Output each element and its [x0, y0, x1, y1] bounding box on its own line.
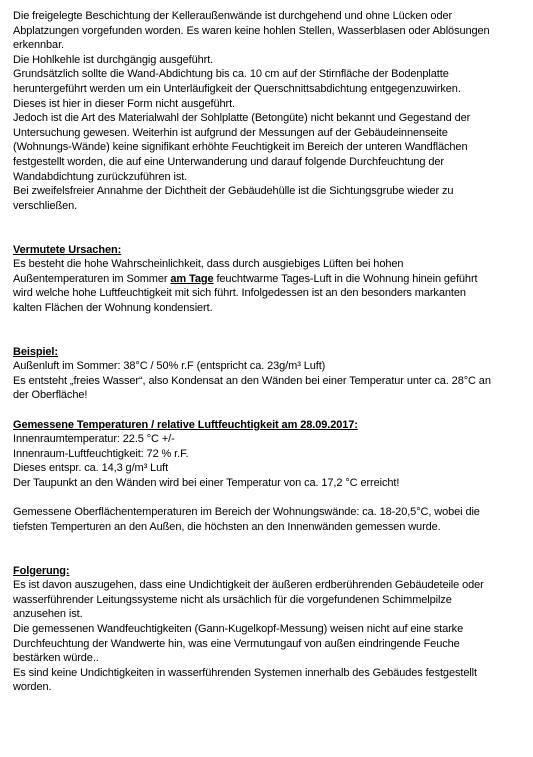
spacer: [13, 549, 523, 564]
spacer: [13, 534, 523, 549]
text-line: anzusehen ist.: [13, 608, 83, 621]
text-line: Grundsätzlich sollte die Wand-Abdichtung bis ca. 10 cm auf der Stirnfläche der Bodenplatte: [13, 68, 449, 81]
text-line: heruntergeführt werden um ein Unterläufigkeit der Querschnittsabdichtung entgegenzuwirken.: [13, 82, 461, 95]
text-line: verschließen.: [13, 199, 78, 212]
text-line: der Oberfläche!: [13, 389, 88, 402]
text-line: kalten Flächen der Wohnung kondensiert.: [13, 301, 213, 314]
beispiel-section: [13, 345, 523, 403]
text-line: Es besteht die hohe Wahrscheinlichkeit, dass durch ausgiebiges Lüften bei hohen: [13, 258, 404, 271]
text-fragment: Außentemperaturen im Sommer: [13, 272, 171, 285]
folgerung-section: [13, 564, 523, 695]
text-line: wird welche hohe Luftfeuchtigkeit mit sich führt. Infolgedessen ist an den besonders markanten: [13, 287, 466, 300]
text-line: Wandabdichtung zurückzuführen ist.: [13, 170, 188, 183]
text-line: Es ist davon auszugehen, dass eine Undichtigkeit der äußeren erdberührenden Gebäudeteile oder: [13, 579, 484, 592]
text-fragment: feuchtwarme Tages-Luft in die Wohnung hinein geführt: [213, 272, 478, 285]
section-heading-beispiel: Beispiel:: [13, 345, 58, 358]
emphasis-am-tage: am Tage: [170, 272, 214, 285]
text-line: erkennbar.: [13, 39, 64, 52]
text-line: Außenluft im Sommer: 38°C / 50% r.F (entspricht ca. 23g/m³ Luft): [13, 360, 326, 373]
text-line: bestärken würde..: [13, 652, 99, 665]
text-line: Dieses ist hier in dieser Form nicht ausgeführt.: [13, 97, 236, 110]
text-line: Innenraumtemperatur: 22.5 °C +/-: [13, 433, 175, 446]
section-heading-ursachen: Vermutete Ursachen:: [13, 243, 122, 256]
spacer: [13, 315, 523, 330]
spacer: [13, 228, 523, 243]
document-page: [13, 9, 523, 695]
text-line: [13, 272, 523, 287]
text-line: Abplatzungen vorgefunden worden. Es waren keine hohlen Stellen, Wasserblasen oder Ablösungen: [13, 24, 490, 37]
text-line: tiefsten Temperturen an den Außen, die höchsten an den Innenwänden gemessen wurde.: [13, 520, 441, 533]
text-line: wasserführender Leitungssysteme nicht als ursächlich für die vorgefundenen Schimmelpilze: [13, 593, 452, 606]
spacer: [13, 213, 523, 228]
text-line: Innenraum-Luftfeuchtigkeit: 72 % r.F.: [13, 447, 189, 460]
spacer: [13, 403, 523, 418]
spacer: [13, 330, 523, 345]
text-line: Die Hohlkehle ist durchgängig ausgeführt.: [13, 53, 214, 66]
text-line: Die gemessenen Wandfeuchtigkeiten (Gann-Kugelkopf-Messung) weisen nicht auf eine starke: [13, 622, 464, 635]
text-line: Dieses entspr. ca. 14,3 g/m³ Luft: [13, 462, 169, 475]
section-heading-messung: Gemessene Temperaturen / relative Luftfeuchtigkeit am 28.09.2017:: [13, 418, 358, 431]
text-line: Untersuchung gewesen. Weiterhin ist aufgrund der Messungen auf der Gebäudeinnenseite: [13, 126, 448, 139]
section-heading-folgerung: Folgerung:: [13, 564, 70, 577]
text-line: worden.: [13, 681, 52, 694]
text-line: Jedoch ist die Art des Materialwahl der Sohlplatte (Betongüte) nicht bekannt und Gegestand der: [13, 112, 471, 125]
text-line: festgestellt worden, die auf eine Unterwanderung und darauf folgende Durchfeuchtung der: [13, 155, 444, 168]
spacer: [13, 491, 523, 506]
text-line: Es entsteht „freies Wasser“, also Kondensat an den Wänden bei einer Temperatur unter ca. 28°C an: [13, 374, 491, 387]
text-line: Die freigelegte Beschichtung der Kelleraußenwände ist durchgehend und ohne Lücken oder: [13, 10, 453, 22]
text-line: Gemessene Oberflächentemperaturen im Bereich der Wohnungswände: ca. 18-20,5°C, wobei die: [13, 506, 480, 519]
text-line: Bei zweifelsfreier Annahme der Dichtheit der Gebäudehülle ist die Sichtungsgrube wieder zu: [13, 185, 454, 198]
text-line: Es sind keine Undichtigkeiten in wasserführenden Systemen innerhalb des Gebäudes festgestellt: [13, 666, 477, 679]
text-line: Der Taupunkt an den Wänden wird bei einer Temperatur von ca. 17,2 °C erreicht!: [13, 477, 400, 489]
messung-section: [13, 418, 523, 535]
intro-paragraph: [13, 9, 523, 213]
ursachen-section: [13, 243, 523, 316]
text-line: Durchfeuchtung der Wandwerte hin, was eine Vermutungauf von außen eindringende Feuche: [13, 637, 460, 650]
text-line: (Wohnungs-Wände) keine signifikant erhöhte Feuchtigkeit im Bereich der unteren Wandflächen: [13, 141, 468, 154]
